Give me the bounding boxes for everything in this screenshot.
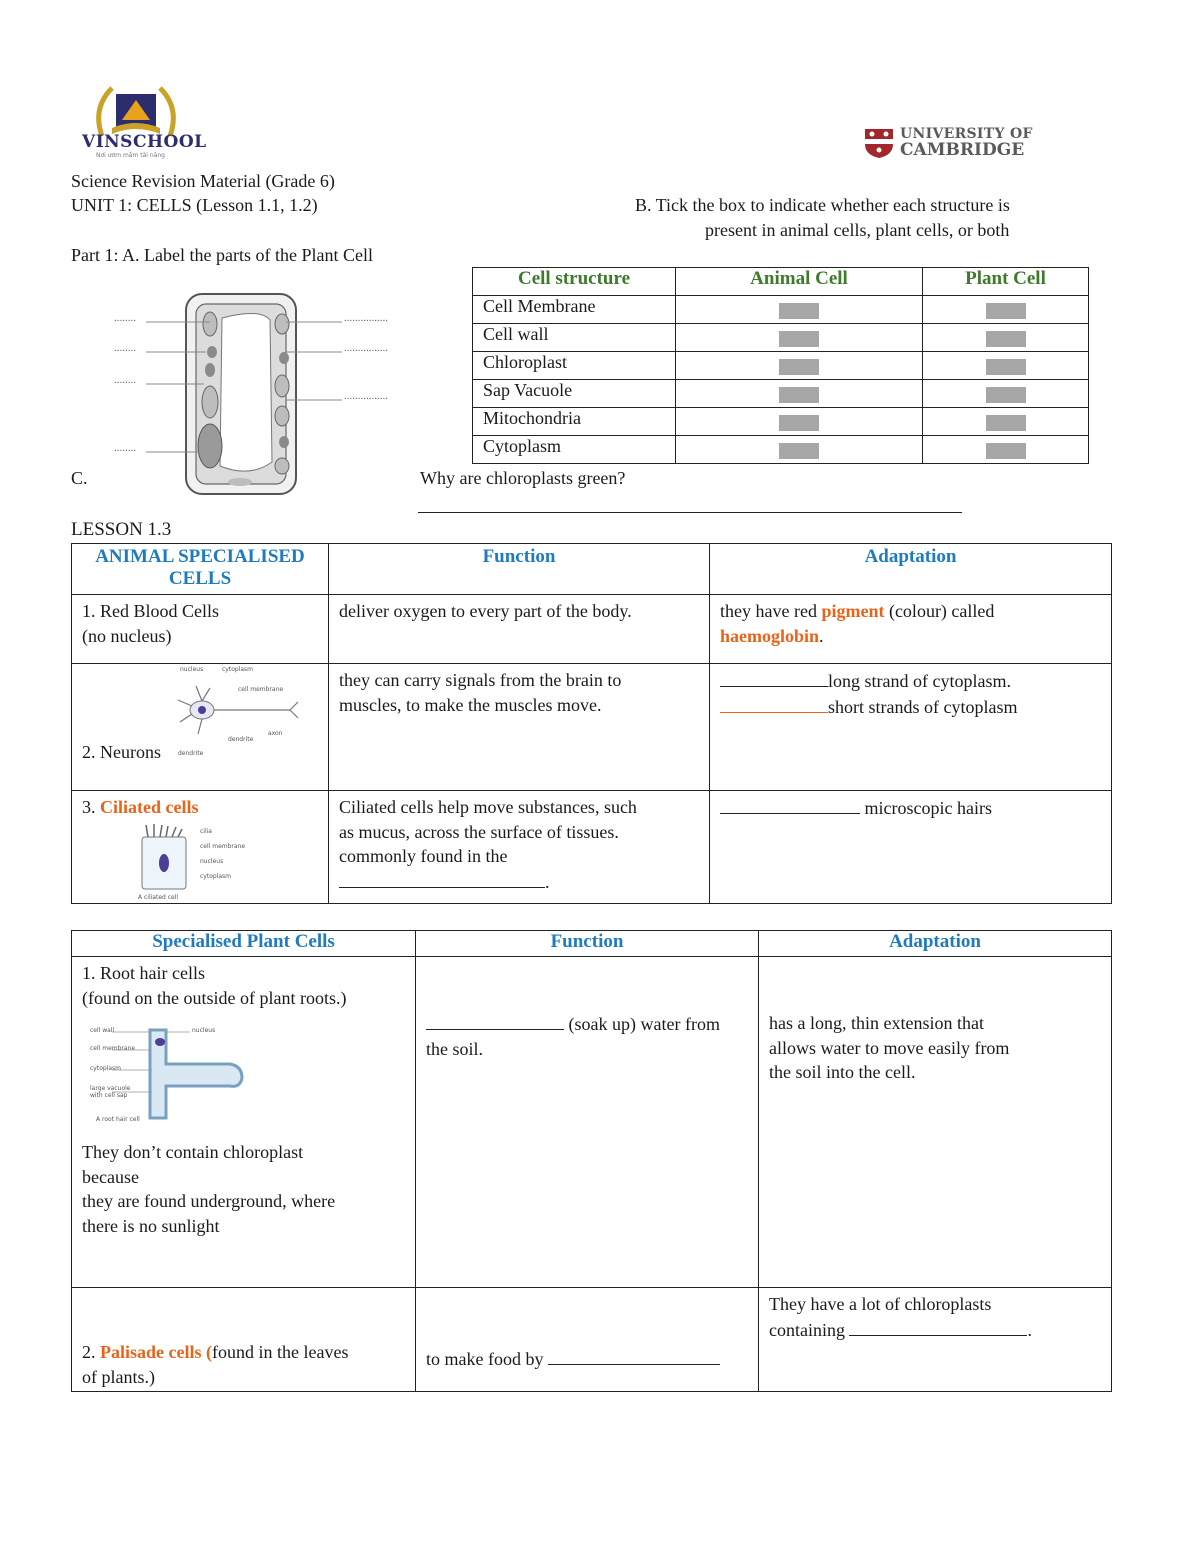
ciliated-function-blank[interactable] bbox=[339, 869, 545, 888]
ciliated-name: Ciliated cells bbox=[100, 797, 199, 817]
ciliated-adapt-blank[interactable] bbox=[720, 795, 860, 814]
structure-name: Cytoplasm bbox=[473, 436, 676, 464]
table-row bbox=[72, 595, 1112, 664]
root-function-end: the soil. bbox=[426, 1038, 483, 1059]
lesson-heading: LESSON 1.3 bbox=[71, 519, 172, 540]
table-row bbox=[473, 380, 1089, 408]
root-function-blank[interactable] bbox=[426, 1011, 564, 1030]
structure-name: Mitochondria bbox=[473, 408, 676, 436]
neuron-label-nucleus: nucleus bbox=[180, 666, 204, 673]
neuron-label-cytoplasm: cytoplasm bbox=[222, 666, 253, 673]
label-blank-left-2[interactable]: ........ bbox=[114, 342, 136, 354]
header-plant-cells: Specialised Plant Cells bbox=[72, 931, 416, 957]
rbc-adapt-end: . bbox=[819, 625, 824, 646]
root-extra-3: they are found underground, where bbox=[82, 1191, 336, 1211]
cambridge-line2: CAMBRIDGE bbox=[900, 140, 1025, 160]
cilia-label-cilia: cilia bbox=[200, 828, 212, 835]
table-row bbox=[473, 352, 1089, 380]
vinschool-tagline: Nơi ươm mầm tài năng bbox=[96, 152, 165, 159]
structure-name: Cell wall bbox=[473, 324, 676, 352]
neuron-name: 2. Neurons bbox=[82, 742, 161, 762]
root-label-nucleus: nucleus bbox=[192, 1027, 216, 1034]
rbc-name: 1. Red Blood Cells bbox=[82, 601, 220, 621]
animal-tick-box[interactable] bbox=[779, 415, 819, 431]
vinschool-wordmark: VINSCHOOL bbox=[82, 132, 207, 152]
cambridge-line1: UNIVERSITY OF bbox=[900, 126, 1033, 142]
rbc-note: (no nucleus) bbox=[82, 625, 172, 646]
palisade-adapt-end: . bbox=[1027, 1319, 1032, 1340]
plant-specialised-table bbox=[71, 930, 1112, 1392]
palisade-num: 2. bbox=[82, 1342, 100, 1362]
rbc-adapt-mid: (colour) called bbox=[884, 601, 995, 621]
label-blank-right-1[interactable]: ................ bbox=[344, 312, 388, 324]
cambridge-shield-icon bbox=[864, 128, 894, 158]
neuron-blank-2[interactable] bbox=[720, 694, 828, 713]
table-row bbox=[473, 408, 1089, 436]
ciliated-function-end: . bbox=[545, 871, 550, 892]
cell-structure-table bbox=[472, 267, 1089, 464]
animal-tick-box[interactable] bbox=[779, 359, 819, 375]
plant-tick-box[interactable] bbox=[986, 415, 1026, 431]
plant-tick-box[interactable] bbox=[986, 331, 1026, 347]
root-function-mid: (soak up) water from bbox=[564, 1014, 720, 1034]
root-extra-2: because bbox=[82, 1166, 139, 1187]
root-adapt-3: the soil into the cell. bbox=[769, 1062, 916, 1082]
header-animal-cell: Animal Cell bbox=[676, 268, 923, 296]
root-label-vacuole: large vacuole with cell sap bbox=[90, 1085, 131, 1099]
table-row bbox=[72, 957, 1112, 1288]
header-function: Function bbox=[329, 544, 710, 595]
palisade-rest-2: of plants.) bbox=[82, 1366, 155, 1387]
part-b-instruction-2: present in animal cells, plant cells, or both bbox=[705, 220, 1010, 240]
neuron-label-membrane: cell membrane bbox=[238, 686, 284, 693]
root-note: (found on the outside of plant roots.) bbox=[82, 987, 347, 1008]
rbc-function: deliver oxygen to every part of the body. bbox=[329, 595, 710, 664]
chloroplast-question: Why are chloroplasts green? bbox=[420, 468, 626, 488]
neuron-label-dendrite-2: dendrite bbox=[178, 750, 204, 757]
header-adaptation: Adaptation bbox=[710, 544, 1112, 595]
ciliated-function-3: commonly found in the bbox=[339, 846, 508, 866]
root-name: 1. Root hair cells bbox=[82, 963, 205, 983]
palisade-rest: found in the leaves bbox=[211, 1342, 349, 1362]
unit-title: UNIT 1: CELLS (Lesson 1.1, 1.2) bbox=[71, 195, 318, 215]
ciliated-function-2: as mucus, across the surface of tissues. bbox=[339, 821, 619, 842]
label-blank-left-1[interactable]: ........ bbox=[114, 312, 136, 324]
plant-tick-box[interactable] bbox=[986, 443, 1026, 459]
palisade-adapt-1: They have a lot of chloroplasts bbox=[769, 1294, 992, 1314]
table-row bbox=[473, 436, 1089, 464]
neuron-blank-1[interactable] bbox=[720, 668, 828, 687]
neuron-adapt-2: short strands of cytoplasm bbox=[828, 696, 1018, 717]
palisade-adapt-blank[interactable] bbox=[849, 1317, 1027, 1336]
neuron-label-axon: axon bbox=[268, 730, 283, 737]
animal-tick-box[interactable] bbox=[779, 443, 819, 459]
palisade-name: Palisade cells ( bbox=[100, 1342, 212, 1362]
root-adapt-2: allows water to move easily from bbox=[769, 1037, 1010, 1058]
rbc-adapt-haemoglobin: haemoglobin bbox=[720, 625, 820, 646]
palisade-adapt-2: containing bbox=[769, 1319, 850, 1340]
root-hair-cell-icon bbox=[90, 1020, 250, 1126]
palisade-function: to make food by bbox=[426, 1349, 548, 1369]
neuron-function-1: they can carry signals from the brain to bbox=[339, 670, 622, 690]
neuron-function-2: muscles, to make the muscles move. bbox=[339, 694, 602, 715]
header-plant-adaptation: Adaptation bbox=[759, 931, 1112, 957]
part-c-label: C. bbox=[71, 468, 88, 488]
plant-tick-box[interactable] bbox=[986, 387, 1026, 403]
structure-name: Chloroplast bbox=[473, 352, 676, 380]
table-row bbox=[473, 324, 1089, 352]
ciliated-adapt: microscopic hairs bbox=[864, 798, 992, 818]
rbc-adapt-pigment: pigment bbox=[821, 601, 885, 621]
label-blank-left-4[interactable]: ........ bbox=[114, 442, 136, 454]
table-row bbox=[473, 296, 1089, 324]
cilia-label-cytoplasm: cytoplasm bbox=[200, 873, 231, 880]
label-blank-right-2[interactable]: ................ bbox=[344, 342, 388, 354]
ciliated-cell-icon bbox=[134, 823, 194, 893]
animal-tick-box[interactable] bbox=[779, 303, 819, 319]
neuron-label-dendrite: dendrite bbox=[228, 736, 254, 743]
root-label-cytoplasm: cytoplasm bbox=[90, 1065, 121, 1072]
root-extra-1: They don’t contain chloroplast bbox=[82, 1142, 304, 1162]
cilia-label-membrane: cell membrane bbox=[200, 843, 246, 850]
root-label-membrane: cell membrane bbox=[90, 1045, 136, 1052]
root-adapt-1: has a long, thin extension that bbox=[769, 1013, 984, 1033]
structure-name: Sap Vacuole bbox=[473, 380, 676, 408]
rbc-adapt-pre: they have red bbox=[720, 601, 822, 621]
root-extra-4: there is no sunlight bbox=[82, 1215, 220, 1236]
plant-tick-box[interactable] bbox=[986, 303, 1026, 319]
ciliated-num: 3. bbox=[82, 797, 100, 817]
header-cell-structure: Cell structure bbox=[473, 268, 676, 296]
animal-specialised-table bbox=[71, 543, 1112, 904]
cilia-label-nucleus: nucleus bbox=[200, 858, 224, 865]
cilia-caption: A ciliated cell bbox=[138, 894, 179, 901]
part1-heading: Part 1: A. Label the parts of the Plant Cell bbox=[71, 245, 373, 265]
label-blank-left-3[interactable]: ........ bbox=[114, 374, 136, 386]
doc-title: Science Revision Material (Grade 6) bbox=[71, 171, 335, 191]
ciliated-function-1: Ciliated cells help move substances, such bbox=[339, 797, 637, 817]
animal-tick-box[interactable] bbox=[779, 387, 819, 403]
chloroplast-answer-line[interactable] bbox=[418, 512, 962, 513]
palisade-function-blank[interactable] bbox=[548, 1346, 720, 1365]
header-animal-cells: ANIMAL SPECIALISED CELLS bbox=[72, 544, 329, 595]
plant-tick-box[interactable] bbox=[986, 359, 1026, 375]
table-row bbox=[72, 664, 1112, 791]
cambridge-logo bbox=[864, 126, 1039, 160]
table-row bbox=[72, 791, 1112, 904]
neuron-adapt-1: long strand of cytoplasm. bbox=[828, 671, 1011, 691]
root-hair-diagram bbox=[82, 1010, 405, 1128]
root-label-cell-wall: cell wall bbox=[90, 1027, 115, 1034]
part-b-instruction-1: B. Tick the box to indicate whether each structure is bbox=[635, 195, 1010, 215]
label-blank-right-3[interactable]: ................ bbox=[344, 390, 388, 402]
animal-tick-box[interactable] bbox=[779, 331, 819, 347]
header-plant-function: Function bbox=[416, 931, 759, 957]
root-caption: A root hair cell bbox=[96, 1116, 140, 1123]
structure-name: Cell Membrane bbox=[473, 296, 676, 324]
table-row bbox=[72, 1288, 1112, 1392]
header-plant-cell: Plant Cell bbox=[923, 268, 1089, 296]
